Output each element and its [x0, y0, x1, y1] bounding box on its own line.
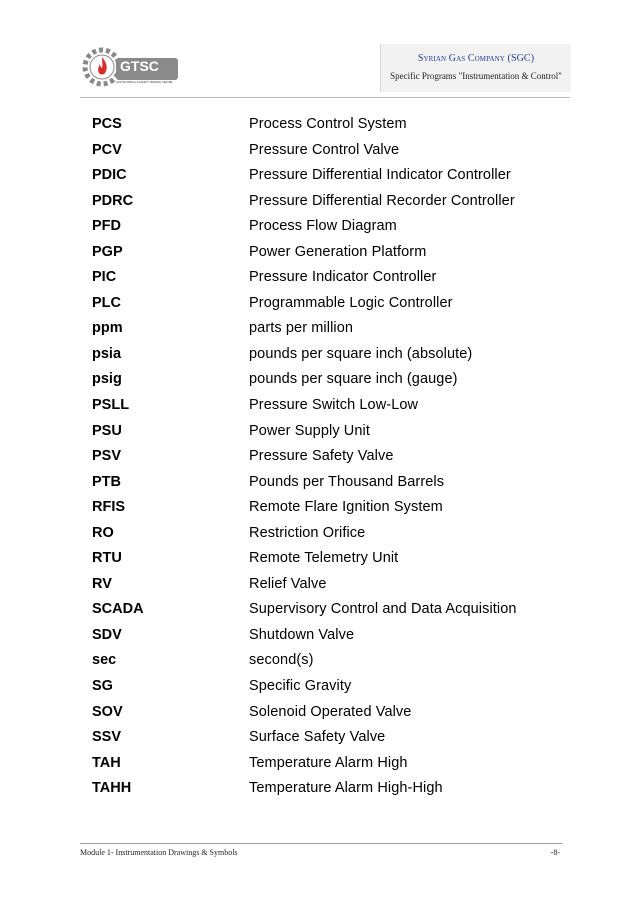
term-definition: Pounds per Thousand Barrels: [249, 473, 445, 490]
term-row: [80, 190, 570, 216]
term-row: [80, 241, 570, 267]
term-abbreviation: SCADA: [92, 601, 144, 618]
term-abbreviation: TAHH: [92, 780, 132, 797]
term-abbreviation: SSV: [92, 729, 122, 746]
term-abbreviation: PIC: [92, 269, 117, 286]
term-definition: Pressure Safety Valve: [249, 448, 394, 465]
term-definition: Temperature Alarm High: [249, 754, 408, 771]
term-definition: Power Supply Unit: [249, 422, 370, 439]
term-abbreviation: RTU: [92, 550, 122, 567]
header-divider: [80, 97, 570, 98]
term-abbreviation: SOV: [92, 703, 123, 720]
term-definition: Pressure Control Valve: [249, 141, 400, 158]
term-abbreviation: PGP: [92, 243, 123, 260]
term-abbreviation: sec: [92, 652, 117, 669]
term-definition: Solenoid Operated Valve: [249, 703, 412, 720]
term-definition: parts per million: [249, 320, 354, 337]
term-definition: Relief Valve: [249, 575, 327, 592]
company-header-box: [380, 44, 571, 92]
term-abbreviation: PSU: [92, 422, 122, 439]
term-abbreviation: PCV: [92, 141, 122, 158]
term-definition: Specific Gravity: [249, 678, 352, 695]
term-row: [80, 445, 570, 471]
term-abbreviation: PLC: [92, 294, 121, 311]
term-abbreviation: PSLL: [92, 397, 130, 414]
term-abbreviation: psia: [92, 345, 122, 362]
term-abbreviation: RO: [92, 524, 114, 541]
term-definition: pounds per square inch (absolute): [249, 345, 473, 362]
term-definition: Remote Flare Ignition System: [249, 499, 443, 516]
term-row: [80, 266, 570, 292]
term-row: [80, 343, 570, 369]
term-definition: Pressure Differential Indicator Controller: [249, 167, 511, 184]
term-definition: Surface Safety Valve: [249, 729, 386, 746]
term-row: [80, 368, 570, 394]
term-row: [80, 394, 570, 420]
term-abbreviation: PFD: [92, 218, 121, 235]
term-abbreviation: PSV: [92, 448, 122, 465]
term-abbreviation: PTB: [92, 473, 121, 490]
term-row: [80, 701, 570, 727]
term-row: [80, 624, 570, 650]
term-abbreviation: PDRC: [92, 192, 134, 209]
logo-text: GTSC: [120, 58, 159, 74]
term-row: [80, 420, 570, 446]
term-abbreviation: RV: [92, 575, 112, 592]
term-row: [80, 675, 570, 701]
company-name: Syrian Gas Company (SGC): [417, 53, 535, 64]
term-definition: Restriction Orifice: [249, 524, 366, 541]
gtsc-logo: [80, 44, 180, 90]
term-row: [80, 215, 570, 241]
term-definition: Shutdown Valve: [249, 626, 355, 643]
term-abbreviation: SG: [92, 678, 113, 695]
term-abbreviation: RFIS: [92, 499, 126, 516]
term-row: [80, 777, 570, 803]
term-row: [80, 752, 570, 778]
term-row: [80, 573, 570, 599]
term-definition: Programmable Logic Controller: [249, 294, 453, 311]
footer-module: Module 1- Instrumentation Drawings & Symbols: [80, 848, 238, 857]
term-definition: Process Flow Diagram: [249, 218, 397, 235]
abbreviation-list: [80, 113, 570, 803]
term-definition: Pressure Switch Low-Low: [249, 397, 419, 414]
term-row: [80, 164, 570, 190]
term-abbreviation: PCS: [92, 116, 122, 132]
logo-subtitle: GAS TECHNICAL & SAFETY TRAINING CENTRE: [116, 81, 173, 84]
term-definition: Remote Telemetry Unit: [249, 550, 399, 567]
term-abbreviation: TAH: [92, 754, 121, 771]
term-row: [80, 598, 570, 624]
term-definition: Temperature Alarm High-High: [249, 780, 443, 797]
term-abbreviation: ppm: [92, 320, 123, 337]
term-definition: Power Generation Platform: [249, 243, 427, 260]
term-row: [80, 522, 570, 548]
term-definition: Supervisory Control and Data Acquisition: [249, 601, 517, 618]
program-title: Specific Programs "Instrumentation & Control": [390, 71, 562, 81]
term-definition: Process Control System: [249, 116, 407, 132]
term-row: [80, 726, 570, 752]
term-definition: Pressure Indicator Controller: [249, 269, 437, 286]
term-row: [80, 649, 570, 675]
footer-divider: [80, 843, 562, 844]
term-row: [80, 139, 570, 165]
term-row: [80, 113, 570, 139]
term-row: [80, 471, 570, 497]
term-abbreviation: SDV: [92, 626, 122, 643]
term-row: [80, 496, 570, 522]
term-row: [80, 292, 570, 318]
page-number: -8-: [550, 848, 560, 857]
term-definition: Pressure Differential Recorder Controller: [249, 192, 515, 209]
term-definition: pounds per square inch (gauge): [249, 371, 458, 388]
term-row: [80, 547, 570, 573]
term-row: [80, 317, 570, 343]
term-abbreviation: PDIC: [92, 167, 127, 184]
term-abbreviation: psig: [92, 371, 122, 388]
term-definition: second(s): [249, 652, 314, 669]
